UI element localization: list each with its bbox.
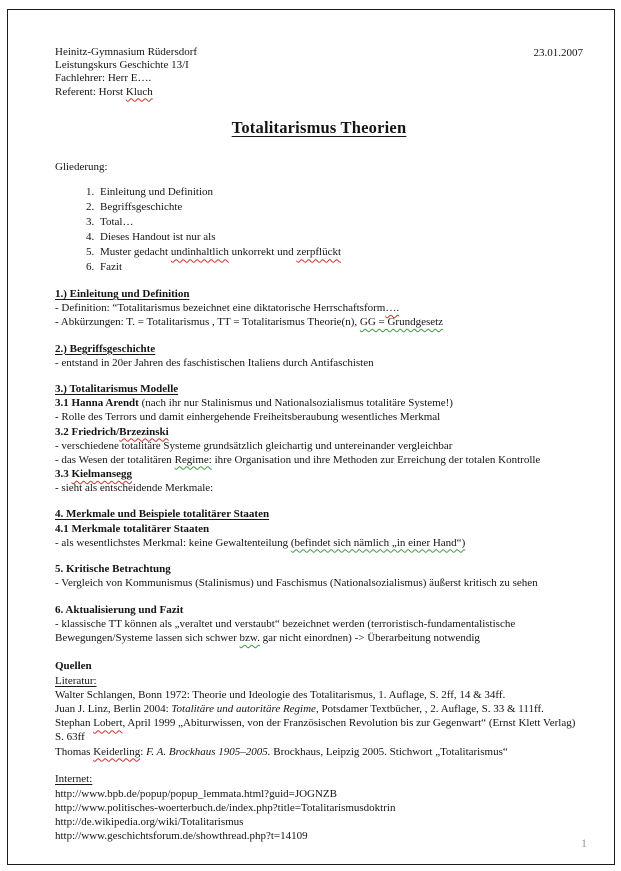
text-segment: , April 1999 „Abiturwissen, von der Französischen Revolution bis zur Gegenwart“ (Ernst Klett Verlag) S. 63ff: [55, 717, 576, 744]
text-segment: - Vergleich von Kommunismus (Stalinismus) und Faschismus (Nationalsozialismus) äußerst kritisch zu sehen: [55, 577, 538, 590]
text-segment: Total…: [100, 216, 134, 229]
section-heading: [55, 507, 583, 521]
document-title: [55, 117, 583, 138]
section-line: [55, 536, 583, 550]
text-segment: - als wesentlichstes Merkmal: keine Gewaltenteilung: [55, 536, 291, 549]
text-segment: Fazit: [100, 261, 122, 274]
document-date: 23.01.2007: [533, 47, 583, 59]
text-segment: http://de.wikipedia.org/wiki/Totalitarismus: [55, 815, 244, 828]
outline-item: [97, 185, 583, 199]
document-header: [55, 46, 583, 99]
teacher-line: Fachlehrer: Herr E….: [55, 72, 152, 85]
text-segment: 4. Merkmale und Beispiele totalitärer Staaten: [55, 508, 270, 521]
text-segment: unkorrekt und: [228, 246, 297, 259]
internet-url: [55, 801, 583, 815]
text-segment: Begriffsgeschichte: [100, 201, 183, 214]
title-text: Totalitarismus Theorien: [231, 117, 407, 137]
presenter-prefix: Referent: Horst: [55, 85, 126, 98]
text-segment: 4.1 Merkmale totalitärer Staaten: [55, 522, 210, 535]
text-segment: Juan J. Linz, Berlin 2004:: [55, 703, 172, 716]
section-line: [55, 356, 583, 370]
text-segment: Einleitung und Definition: [100, 185, 214, 198]
text-segment: Stephan: [55, 717, 94, 730]
text-segment: ….: [385, 301, 400, 314]
text-segment: - entstand in 20er Jahren des faschistischen Italiens durch Antifaschisten: [55, 356, 374, 369]
section-line: [55, 576, 583, 590]
text-segment: Dieses Handout ist nur als: [100, 231, 216, 244]
section: [55, 382, 583, 495]
section-line: [55, 301, 583, 315]
literatur-entry: [55, 688, 583, 702]
section-line: [55, 396, 583, 410]
text-segment: 6. Aktualisierung und Fazit: [55, 603, 184, 616]
text-segment: - Definition: “Totalitarismus bezeichnet eine diktatorische Herrschaftsform: [55, 301, 386, 314]
section: [55, 603, 583, 645]
text-segment: Totalitäre und autoritäre Regime: [171, 703, 316, 716]
section-heading: [55, 562, 583, 576]
text-segment: 3.) Totalitarismus Modelle: [55, 383, 179, 396]
section-line: [55, 425, 583, 439]
page-content: [55, 46, 583, 843]
text-segment: Kielmansegg: [71, 467, 132, 480]
text-segment: - verschiedene totalitäre Systeme grundsätzlich gleichartig und untereinander vergleichbar: [55, 439, 453, 452]
section-heading: [55, 342, 583, 356]
outline-item: [97, 260, 583, 274]
text-segment: zerpflückt: [296, 246, 342, 259]
text-segment: (befindet sich nämlich „in einer Hand“): [290, 536, 466, 549]
text-segment: http://www.bpb.de/popup/popup_lemmata.html?guid=JOGNZB: [55, 787, 337, 800]
presenter-line: [55, 86, 197, 99]
literatur-list: [55, 688, 583, 758]
literatur-entry: [55, 716, 583, 744]
section-line: [55, 439, 583, 453]
header-left: [55, 46, 197, 99]
text-segment: GG = Grundgesetz: [359, 316, 444, 329]
text-segment: - Abkürzungen: T. = Totalitarismus , TT = Totalitarismus Theorie(n),: [55, 316, 360, 329]
text-segment: Lobert: [93, 717, 123, 730]
outline-label: Gliederung:: [55, 160, 108, 173]
section: [55, 287, 583, 329]
sources-heading: Quellen: [55, 660, 92, 673]
page-number: 1: [581, 836, 587, 850]
outline-item: [97, 230, 583, 244]
outline-item: [97, 245, 583, 259]
sections-container: [55, 287, 583, 645]
text-segment: , Potsdamer Textbücher, , 2. Auflage, S. 33 & 111ff.: [315, 703, 544, 716]
section-heading: [55, 287, 583, 301]
text-segment: 2.) Begriffsgeschichte: [55, 342, 156, 355]
section-heading: [55, 603, 583, 617]
text-segment: Regime:: [174, 453, 212, 466]
text-segment: http://www.geschichtsforum.de/showthread.php?t=14109: [55, 829, 308, 842]
text-segment: Brockhaus, Leipzig 2005. Stichwort „Totalitarismus“: [270, 745, 508, 758]
text-segment: http://www.politisches-woerterbuch.de/index.php?title=Totalitarismusdoktrin: [55, 801, 396, 814]
internet-label: Internet:: [55, 772, 93, 785]
text-segment: 3.1 Hanna Arendt: [55, 397, 142, 410]
internet-list: [55, 787, 583, 843]
text-segment: Brzezinski: [119, 425, 169, 438]
text-segment: gar nicht einordnen) -> Überarbeitung notwendig: [259, 631, 480, 644]
section-line: [55, 467, 583, 481]
text-segment: - klassische TT können als „veraltet und verstaubt“ bezeichnet werden (terroristisch-fundamentalistische Bewegungen/Systeme lassen sich schwer: [55, 617, 516, 644]
internet-url: [55, 787, 583, 801]
internet-url: [55, 815, 583, 829]
text-segment: 3.3: [55, 467, 72, 480]
section-line: [55, 453, 583, 467]
text-segment: :: [140, 745, 147, 758]
text-segment: - sieht als entscheidende Merkmale:: [55, 481, 214, 494]
internet-url: [55, 829, 583, 843]
text-segment: 1.) Einleitung und Definition: [55, 287, 190, 300]
section-line: [55, 315, 583, 329]
literatur-label: Literatur:: [55, 675, 97, 688]
outline-list: [55, 185, 583, 274]
section-line: [55, 617, 583, 645]
text-segment: Walter Schlangen, Bonn 1972: Theorie und Ideologie des Totalitarismus, 1. Auflage, S. 2ff, 14 & 34ff.: [55, 689, 506, 702]
text-segment: F. A. Brockhaus 1905–2005.: [146, 745, 271, 758]
section-line: [55, 410, 583, 424]
text-segment: Muster gedacht: [100, 246, 171, 259]
outline-item: [97, 200, 583, 214]
literatur-entry: [55, 702, 583, 716]
text-segment: (nach ihr nur Stalinismus und Nationalsozialismus totalitäre Systeme!): [141, 397, 453, 410]
section-heading: [55, 382, 583, 396]
text-segment: - das Wesen der totalitären: [55, 453, 175, 466]
presenter-name: Kluch: [125, 85, 153, 98]
text-segment: undinhaltlich: [170, 246, 229, 259]
text-segment: 5. Kritische Betrachtung: [55, 563, 171, 576]
course-name: Leistungskurs Geschichte 13/I: [55, 59, 189, 72]
text-segment: Keiderling: [93, 745, 141, 758]
section-line: [55, 522, 583, 536]
text-segment: 3.2 Friedrich/: [55, 425, 120, 438]
outline-item: [97, 215, 583, 229]
section: [55, 562, 583, 590]
school-name: Heinitz-Gymnasium Rüdersdorf: [55, 46, 198, 58]
section: [55, 507, 583, 549]
section-line: [55, 481, 583, 495]
literatur-entry: [55, 745, 583, 759]
text-segment: bzw.: [239, 631, 260, 644]
section: [55, 342, 583, 370]
sources-section: [55, 659, 583, 843]
text-segment: - Rolle des Terrors und damit einhergehende Freiheitsberaubung wesentliches Merkmal: [55, 411, 441, 424]
text-segment: Thomas: [55, 745, 94, 758]
text-segment: ihre Organisation und ihre Methoden zur Erreichung der totalen Kontrolle: [211, 453, 541, 466]
